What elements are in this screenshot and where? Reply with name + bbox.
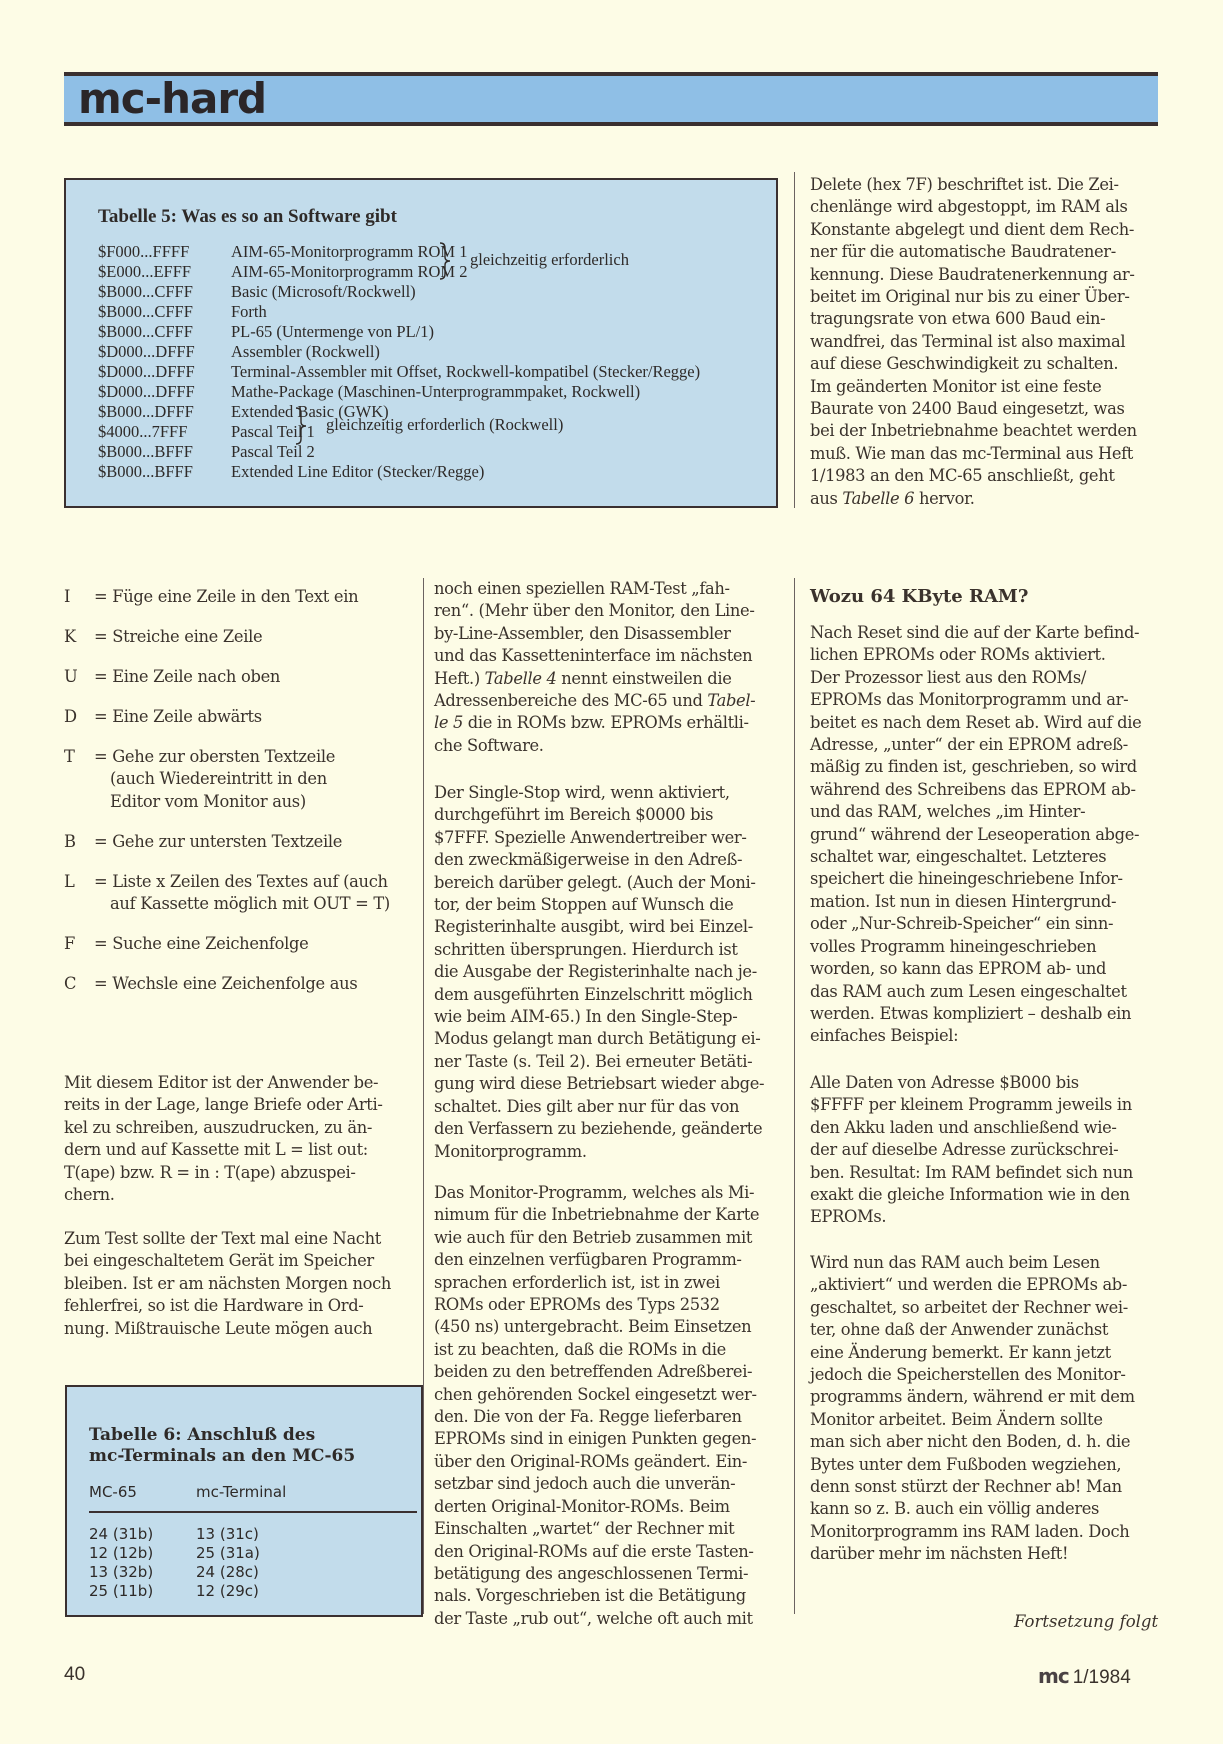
table-5-row bbox=[98, 442, 315, 462]
text-line: denn sonst stürzt der Rechner ab! Man bbox=[810, 1477, 1122, 1497]
text-line: den einzelnen verfügbaren Programm- bbox=[434, 1250, 742, 1270]
software-description: Extended Basic (GWK) bbox=[231, 402, 389, 421]
editor-command bbox=[64, 586, 358, 608]
text-line: kann so z. B. auch ein völlig anderes bbox=[810, 1499, 1100, 1519]
text-line: noch einen speziellen RAM-Test „fah- bbox=[434, 579, 730, 598]
text-line: Modus gelangt man durch Betätigung ei- bbox=[434, 1029, 761, 1049]
text-line: programms ändern, während er mit dem bbox=[810, 1387, 1135, 1407]
text-line: nimum für die Inbetriebnahme der Karte bbox=[434, 1205, 760, 1225]
text-line: schaltet. Dies gilt aber nur für das von bbox=[434, 1096, 740, 1116]
table-5-row bbox=[98, 302, 267, 322]
column1-paragraph bbox=[64, 1228, 391, 1340]
command-key: C bbox=[64, 974, 77, 994]
table-5-row bbox=[98, 262, 467, 282]
text-line: chen gehörenden Sockel eingesetzt wer- bbox=[434, 1384, 757, 1404]
command-key: U bbox=[64, 667, 78, 686]
text-line: ner Taste (s. Teil 2). Bei erneuter Betäti- bbox=[434, 1051, 753, 1071]
text-line: ter, ohne daß der Anwender zunächst bbox=[810, 1320, 1109, 1340]
table-5-row bbox=[98, 382, 640, 402]
address-range: $B000...BFFF bbox=[98, 462, 193, 481]
text-line: den Akku laden und anschließend wie- bbox=[810, 1117, 1117, 1137]
software-description: PL-65 (Untermenge von PL/1) bbox=[231, 322, 435, 341]
text-line: Adresse, „unter“ der ein EPROM adreß- bbox=[810, 735, 1128, 755]
text-line: reits in der Lage, lange Briefe oder Arti- bbox=[64, 1095, 383, 1115]
footer-issue: mc 1/1984 bbox=[1038, 1664, 1131, 1688]
text-line: grund“ während der Leseoperation abge- bbox=[810, 824, 1140, 844]
software-description: Forth bbox=[231, 302, 267, 321]
software-description: AIM-65-Monitorprogramm ROM 2 bbox=[231, 262, 468, 281]
text-line: Im geänderten Monitor ist eine feste bbox=[810, 376, 1102, 396]
text-line: Alle Daten von Adresse $B000 bis bbox=[810, 1073, 1079, 1092]
text-line: fehlerfrei, so ist die Hardware in Ord- bbox=[64, 1296, 364, 1316]
command-key: L bbox=[64, 871, 75, 891]
text-line: Bytes unter dem Fußboden wegziehen, bbox=[810, 1454, 1122, 1474]
command-description: = Gehe zur untersten Textzeile bbox=[94, 831, 343, 851]
brace-icon bbox=[294, 407, 308, 445]
command-description: = Eine Zeile nach oben bbox=[94, 667, 281, 686]
command-description: = Suche eine Zeichenfolge bbox=[94, 934, 309, 954]
table-5-row bbox=[98, 362, 700, 382]
text-line: worden, so kann das EPROM ab- und bbox=[810, 959, 1107, 979]
text-line: jedoch die Speicherstellen des Monitor- bbox=[810, 1365, 1126, 1385]
table-6-row: 12 (12b) 25 (31a) bbox=[89, 1544, 260, 1562]
address-range: $D000...DFFF bbox=[98, 382, 195, 401]
text-line: (450 ns) untergebracht. Beim Einsetzen bbox=[434, 1317, 752, 1337]
text-line: Das Monitor-Programm, welches als Mi- bbox=[434, 1183, 755, 1202]
command-key: D bbox=[64, 707, 77, 726]
text-line: man sich aber nicht den Boden, d. h. die bbox=[810, 1432, 1131, 1452]
text-line: werden. Etwas kompliziert – deshalb ein bbox=[810, 1003, 1132, 1023]
text-line: Monitorprogramm ins RAM laden. Doch bbox=[810, 1521, 1130, 1541]
text-line: und das Kassetteninterface im nächsten bbox=[434, 646, 753, 666]
text-line: wie auch für den Betrieb zusammen mit bbox=[434, 1227, 753, 1247]
command-description: = Füge eine Zeile in den Text ein bbox=[94, 587, 359, 606]
text-line: die Ausgabe der Registerinhalte nach je- bbox=[434, 962, 757, 982]
text-line: durchgeführt im Bereich $0000 bis bbox=[434, 805, 714, 825]
text-line: Der Prozessor liest aus den ROMs/ bbox=[810, 667, 1087, 687]
text-line: T(ape) bzw. R = in : T(ape) abzuspei- bbox=[64, 1162, 356, 1182]
table-6-header: MC-65 mc-Terminal bbox=[89, 1483, 287, 1501]
software-description: Pascal Teil 1 bbox=[231, 422, 315, 441]
text-line: Monitor arbeitet. Beim Ändern sollte bbox=[810, 1409, 1103, 1429]
continued-note: Fortsetzung folgt bbox=[1014, 1612, 1159, 1631]
editor-command bbox=[64, 666, 280, 688]
text-line: darüber mehr im nächsten Heft! bbox=[810, 1544, 1069, 1564]
table-6-row: 13 (32b) 24 (28c) bbox=[89, 1563, 259, 1581]
text-line: dem ausgeführten Einzelschritt möglich bbox=[434, 984, 753, 1004]
table-5-row bbox=[98, 242, 467, 262]
column-divider bbox=[794, 578, 795, 1614]
text-line: tor, der beim Stoppen auf Wunsch die bbox=[434, 895, 734, 915]
address-range: $D000...DFFF bbox=[98, 362, 195, 381]
text-line: EPROMs das Monitorprogramm und ar- bbox=[810, 690, 1129, 710]
command-key: K bbox=[64, 627, 76, 646]
text-line: tragungsrate von etwa 600 Baud ein- bbox=[810, 309, 1106, 329]
text-line: EPROMs sind in einigen Punkten gegen- bbox=[434, 1429, 757, 1449]
editor-command bbox=[64, 626, 262, 648]
address-range: $B000...CFFF bbox=[98, 302, 193, 321]
text-line: beitet im Original nur bis zu einer Über- bbox=[810, 287, 1130, 307]
software-description: Extended Line Editor (Stecker/Regge) bbox=[231, 462, 485, 481]
software-description: Mathe-Package (Maschinen-Unterprogrammpaket, Rockwell) bbox=[231, 382, 641, 401]
text-line: ROMs oder EPROMs des Typs 2532 bbox=[434, 1295, 720, 1315]
brace-note-2: gleichzeitig erforderlich (Rockwell) bbox=[326, 415, 564, 434]
software-description: Pascal Teil 2 bbox=[231, 442, 315, 461]
text-line: $7FFF. Spezielle Anwendertreiber wer- bbox=[434, 827, 747, 847]
text-line: speichert die hineingeschriebene Infor- bbox=[810, 869, 1123, 889]
column3-top-paragraph bbox=[810, 174, 1137, 510]
text-line: ner für die automatische Baudratener- bbox=[810, 242, 1116, 262]
brace-icon bbox=[438, 242, 452, 280]
editor-command bbox=[64, 746, 335, 813]
address-range: $B000...BFFF bbox=[98, 442, 193, 461]
text-line: Wird nun das RAM auch beim Lesen bbox=[810, 1253, 1100, 1272]
text-line: eine Änderung bemerkt. Er kann jetzt bbox=[810, 1342, 1111, 1362]
address-range: $B000...CFFF bbox=[98, 282, 193, 301]
text-line: chern. bbox=[64, 1185, 115, 1205]
text-line: kennung. Diese Baudratenerkennung ar- bbox=[810, 264, 1135, 284]
table-5-row bbox=[98, 342, 380, 362]
column1-paragraph bbox=[64, 1072, 382, 1206]
table-6-title: Tabelle 6: Anschluß des mc-Terminals an den MC-65 bbox=[89, 1425, 356, 1466]
text-line: volles Programm hineingeschrieben bbox=[810, 936, 1097, 956]
address-range: $F000...FFFF bbox=[98, 242, 190, 261]
text-line: der Taste „rub out“, welche oft auch mit bbox=[434, 1608, 753, 1628]
text-line: mation. Ist nun in diesen Hintergrund- bbox=[810, 891, 1117, 911]
text-line: sprachen erforderlich ist, ist in zwei bbox=[434, 1272, 720, 1292]
text-line: Zum Test sollte der Text mal eine Nacht bbox=[64, 1229, 381, 1248]
text-line: Registerinhalte ausgibt, wird bei Einzel- bbox=[434, 917, 753, 937]
text-line: 1/1983 an den MC-65 anschließt, geht bbox=[810, 466, 1115, 486]
column-divider bbox=[423, 578, 424, 1614]
text-line: lichen EPROMs oder ROMs aktiviert. bbox=[810, 645, 1106, 665]
text-line: Konstante abgelegt und dient dem Rech- bbox=[810, 219, 1135, 239]
command-key: I bbox=[64, 587, 71, 606]
text-line: wie beim AIM-65.) In den Single-Step- bbox=[434, 1007, 738, 1027]
software-description: AIM-65-Monitorprogramm ROM 1 bbox=[231, 242, 468, 261]
software-description: Assembler (Rockwell) bbox=[231, 342, 380, 361]
text-line: oder „Nur-Schreib-Speicher“ ein sinn- bbox=[810, 914, 1114, 934]
editor-command bbox=[64, 831, 342, 853]
magazine-logo: mc bbox=[1038, 1664, 1069, 1688]
page-number: 40 bbox=[64, 1664, 86, 1685]
text-line: den Original-ROMs auf die erste Tasten- bbox=[434, 1541, 754, 1561]
editor-command bbox=[64, 871, 390, 916]
text-line: das RAM auch zum Lesen eingeschaltet bbox=[810, 981, 1127, 1001]
command-description: = Gehe zur obersten Textzeile (auch Wiedereintritt in den Editor vom Monitor aus) bbox=[94, 747, 336, 811]
text-line: nals. Vorgeschrieben ist die Betätigung bbox=[434, 1586, 746, 1606]
table-6-box bbox=[65, 1385, 423, 1617]
text-line: Nach Reset sind die auf der Karte befind- bbox=[810, 623, 1140, 642]
command-key: T bbox=[64, 747, 75, 766]
text-line: der auf dieselbe Adresse zurückschrei- bbox=[810, 1140, 1119, 1160]
software-description: Terminal-Assembler mit Offset, Rockwell-kompatibel (Stecker/Regge) bbox=[231, 362, 701, 381]
text-line: den. Die von der Fa. Regge lieferbaren bbox=[434, 1407, 742, 1427]
text-line: by-Line-Assembler, den Disassembler bbox=[434, 623, 731, 643]
text-line: Der Single-Stop wird, wenn aktiviert, bbox=[434, 783, 730, 802]
software-description: Basic (Microsoft/Rockwell) bbox=[231, 282, 416, 301]
editor-command bbox=[64, 933, 308, 955]
text-line: geschaltet, so arbeitet der Rechner wei- bbox=[810, 1297, 1128, 1317]
brace-note-1: gleichzeitig erforderlich bbox=[470, 250, 629, 269]
text-line: ren“. (Mehr über den Monitor, den Line- bbox=[434, 601, 755, 621]
column3-paragraph-3 bbox=[810, 1252, 1135, 1566]
text-line: über den Original-ROMs geändert. Ein- bbox=[434, 1451, 748, 1471]
text-line: Mit diesem Editor ist der Anwender be- bbox=[64, 1073, 379, 1092]
address-range: $D000...DFFF bbox=[98, 342, 195, 361]
address-range: $B000...CFFF bbox=[98, 322, 193, 341]
editor-command bbox=[64, 706, 262, 728]
text-line: und das RAM, welches „im Hinter- bbox=[810, 802, 1086, 822]
command-description: = Liste x Zeilen des Textes auf (auch auf Kassette möglich mit OUT = T) bbox=[94, 871, 390, 914]
command-key: F bbox=[64, 934, 75, 954]
table-6-row: 24 (31b) 13 (31c) bbox=[89, 1525, 259, 1543]
text-line: kel zu schreiben, auszudrucken, zu än- bbox=[64, 1117, 372, 1137]
text-line: bereich darüber gelegt. (Auch der Moni- bbox=[434, 872, 756, 892]
text-line: chenlänge wird abgestoppt, im RAM als bbox=[810, 197, 1128, 217]
column2-paragraph-3 bbox=[434, 1182, 759, 1630]
address-range: $B000...DFFF bbox=[98, 402, 194, 421]
column2-paragraph-1: noch einen speziellen RAM-Test „fah- ren“. (Mehr über den Monitor, den Line- by-Line-Assembler, den Disassembler und das Kassetteninterface im nächsten Heft.) Tabelle 4 nennt einstweilen die Adressenbereiche des MC-65 und Tabel- le 5 die in ROMs bzw. EPROMs erhältli- che Software. bbox=[434, 579, 756, 755]
text-line: gung wird diese Betriebsart wieder abge- bbox=[434, 1074, 765, 1094]
address-range: $E000...EFFF bbox=[98, 262, 192, 281]
section-heading: Wozu 64 KByte RAM? bbox=[810, 586, 1029, 607]
text-line: beitet es nach dem Reset ab. Wird auf die bbox=[810, 712, 1142, 732]
table-5-row bbox=[98, 422, 315, 442]
text-line: Baurate von 2400 Baud eingesetzt, was bbox=[810, 399, 1125, 419]
column3-paragraph-1 bbox=[810, 622, 1141, 1048]
text-line: nung. Mißtrauische Leute mögen auch bbox=[64, 1318, 373, 1338]
column-divider bbox=[794, 172, 795, 508]
text-line: bleiben. Ist er am nächsten Morgen noch bbox=[64, 1273, 391, 1293]
text-line: Delete (hex 7F) beschriftet ist. Die Zei- bbox=[810, 175, 1119, 194]
text-line: setzbar sind jedoch auch die unverän- bbox=[434, 1474, 736, 1494]
column3-paragraph-2 bbox=[810, 1072, 1133, 1229]
table-5-row bbox=[98, 282, 416, 302]
table-5-row bbox=[98, 462, 484, 482]
text-line: muß. Wie man das mc-Terminal aus Heft bbox=[810, 443, 1133, 463]
command-key: B bbox=[64, 831, 76, 851]
text-line: einfaches Beispiel: bbox=[810, 1026, 959, 1046]
text-line: betätigung des angeschlossenen Termi- bbox=[434, 1563, 749, 1583]
address-range: $4000...7FFF bbox=[98, 422, 188, 441]
command-description: = Eine Zeile abwärts bbox=[94, 707, 262, 726]
text-line: beiden zu den betreffenden Adreßberei- bbox=[434, 1362, 753, 1382]
text-line: auf diese Geschwindigkeit zu schalten. bbox=[810, 354, 1119, 374]
text-line: exakt die gleiche Information wie in den bbox=[810, 1185, 1130, 1205]
section-title: mc-hard bbox=[78, 74, 267, 123]
text-line: schaltet war, eingeschaltet. Letzteres bbox=[810, 847, 1107, 867]
text-line: $FFFF per kleinem Programm jeweils in bbox=[810, 1095, 1132, 1115]
text-line: während des Schreibens das EPROM ab- bbox=[810, 779, 1136, 799]
table-6-row: 25 (11b) 12 (29c) bbox=[89, 1582, 259, 1600]
editor-command bbox=[64, 973, 357, 995]
table-5-title: Tabelle 5: Was es so an Software gibt bbox=[98, 206, 397, 227]
text-line: dern und auf Kassette mit L = list out: bbox=[64, 1140, 368, 1160]
text-line: wandfrei, das Terminal ist also maximal bbox=[810, 331, 1126, 351]
section-header-band bbox=[64, 72, 1158, 126]
text-line: aus Tabelle 6 hervor. bbox=[810, 488, 975, 508]
command-description: = Streiche eine Zeile bbox=[94, 627, 263, 646]
text-line: den zweckmäßigerweise in den Adreß- bbox=[434, 850, 743, 870]
text-line: mäßig zu finden ist, geschrieben, so wird bbox=[810, 757, 1137, 777]
text-line: ben. Resultat: Im RAM befindet sich nun bbox=[810, 1162, 1133, 1182]
table-5-box bbox=[64, 178, 778, 508]
text-line: Einschalten „wartet“ der Rechner mit bbox=[434, 1519, 735, 1539]
text-line: Monitorprogramm. bbox=[434, 1141, 587, 1161]
text-line: EPROMs. bbox=[810, 1207, 887, 1227]
text-line: den Verfassern zu beziehende, geänderte bbox=[434, 1119, 763, 1139]
table-5-row bbox=[98, 322, 434, 342]
text-line: schritten übersprungen. Hierdurch ist bbox=[434, 939, 738, 959]
text-line: bei eingeschaltetem Gerät im Speicher bbox=[64, 1251, 374, 1271]
text-line: derten Original-Monitor-ROMs. Beim bbox=[434, 1496, 730, 1516]
command-description: = Wechsle eine Zeichenfolge aus bbox=[94, 974, 358, 994]
text-line: bei der Inbetriebnahme beachtet werden bbox=[810, 421, 1137, 441]
column2-paragraph-2 bbox=[434, 782, 764, 1163]
table-6-rule bbox=[89, 1511, 417, 1513]
text-line: ist zu beachten, daß die ROMs in die bbox=[434, 1339, 726, 1359]
text-line: „aktiviert“ und werden die EPROMs ab- bbox=[810, 1275, 1128, 1295]
